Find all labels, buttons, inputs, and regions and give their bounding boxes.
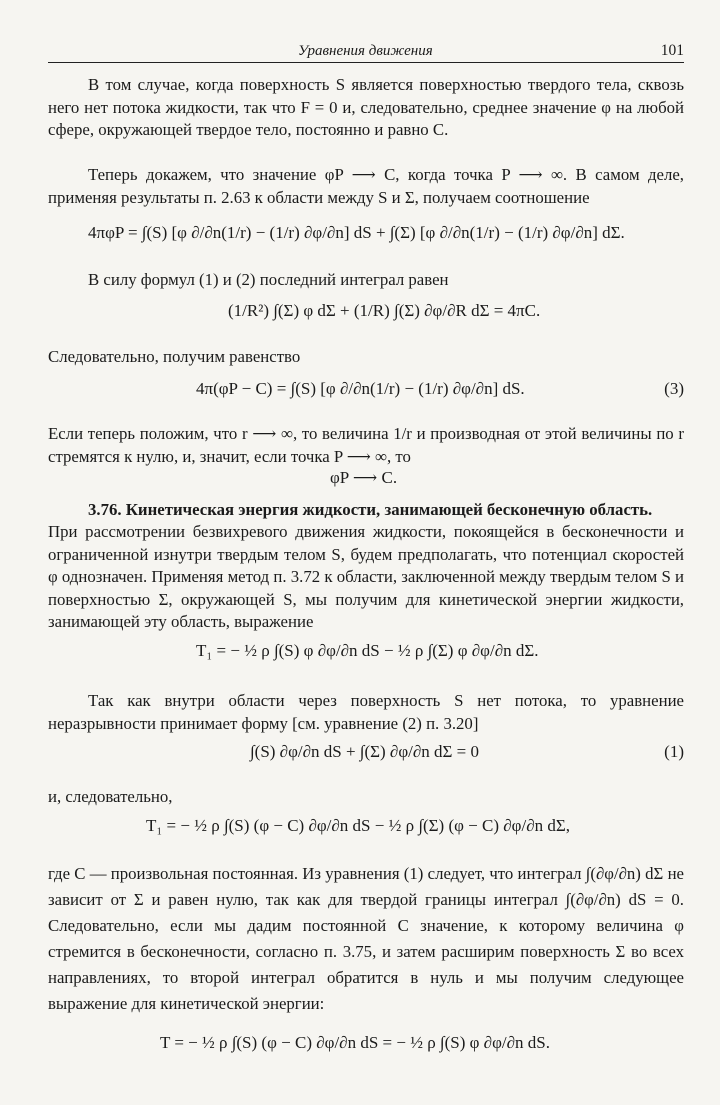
equation-3-number: (3) bbox=[664, 379, 684, 398]
paragraph-continuity: Так как внутри области через поверхность S нет потока, то уравнение неразрывности принимает форму [см. уравнение (2) п. 3.20] bbox=[48, 691, 684, 733]
equation-sigma-integral: (1/R²) ∫(Σ) φ dΣ + (1/R) ∫(Σ) ∂φ/∂R dΣ = 4πC. bbox=[228, 301, 541, 320]
equation-3: 4π(φP − C) = ∫(S) [φ ∂/∂n(1/r) − (1/r) ∂φ/∂n] dS. bbox=[196, 379, 525, 398]
section-heading-text: 3.76. Кинетическая энергия жидкости, занимающей бесконечную область. bbox=[88, 500, 653, 519]
paragraph-consequently: Следовательно, получим равенство bbox=[48, 347, 301, 366]
paragraph-solid-body: В том случае, когда поверхность S является поверхностью твердого тела, сквозь него нет потока жидкости, так что F = 0 и, следовательно, среднее значение φ на любой сфере, окружающей твердое тело, постоянно и равно C. bbox=[48, 75, 684, 139]
equation-T1-C: T₁ = − ½ ρ ∫(S) (φ − C) ∂φ/∂n dS − ½ ρ ∫(Σ) (φ − C) ∂φ/∂n dΣ, bbox=[146, 816, 570, 835]
paragraph-limit: Если теперь положим, что r ⟶ ∞, то величина 1/r и производная от этой величины по r стремятся к нулю, и, значит, если точка P ⟶ ∞, то bbox=[48, 424, 684, 466]
paragraph-therefore: и, следовательно, bbox=[48, 787, 173, 806]
equation-T-final: T = − ½ ρ ∫(S) (φ − C) ∂φ/∂n dS = − ½ ρ ∫(S) φ ∂φ/∂n dS. bbox=[160, 1033, 550, 1052]
equation-main: 4πφP = ∫(S) [φ ∂/∂n(1/r) − (1/r) ∂φ/∂n] dS + ∫(Σ) [φ ∂/∂n(1/r) − (1/r) ∂φ/∂n] dΣ. bbox=[88, 223, 625, 242]
running-title: Уравнения движения bbox=[298, 43, 433, 59]
equation-T1: T₁ = − ½ ρ ∫(S) φ ∂φ/∂n dS − ½ ρ ∫(Σ) φ ∂φ/∂n dΣ. bbox=[196, 641, 539, 660]
equation-limit: φP ⟶ C. bbox=[330, 468, 398, 487]
paragraph-by-formulas: В силу формул (1) и (2) последний интеграл равен bbox=[88, 270, 449, 289]
section-heading bbox=[48, 499, 684, 522]
page-number: 101 bbox=[660, 42, 684, 59]
equation-1: ∫(S) ∂φ/∂n dS + ∫(Σ) ∂φ/∂n dΣ = 0 bbox=[250, 742, 480, 761]
paragraph-arbitrary-constant: где C — произвольная постоянная. Из уравнения (1) следует, что интеграл ∫(∂φ/∂n) dΣ не зависит от Σ и равен нулю, так как для твердой границы интеграл ∫(∂φ/∂n) dS = 0. Следовательно, если мы дадим постоянной C значение, к которому величина φ стремится в бесконечности, согласно п. 3.75, и затем расширим поверхность Σ во всех направлениях, то второй интеграл обратится в нуль и мы получим следующее выражение для кинетической энергии: bbox=[48, 864, 684, 1013]
paragraph-kinetic-energy: При рассмотрении безвихревого движения жидкости, покоящейся в бесконечности и ограниченной изнутри твердым телом S, будем предполагать, что потенциал скоростей φ однозначен. Применяя метод п. 3.72 к области, заключенной между твердым телом S и поверхностью Σ, окружающей S, мы получим для кинетической энергии жидкости, занимающей эту область, выражение bbox=[48, 522, 684, 631]
paragraph-proof-intro: Теперь докажем, что значение φP ⟶ C, когда точка P ⟶ ∞. В самом деле, применяя результаты п. 2.63 к области между S и Σ, получаем соотношение bbox=[48, 165, 684, 207]
equation-1-number: (1) bbox=[664, 742, 684, 761]
header-rule bbox=[48, 62, 684, 63]
page-header bbox=[48, 40, 684, 62]
